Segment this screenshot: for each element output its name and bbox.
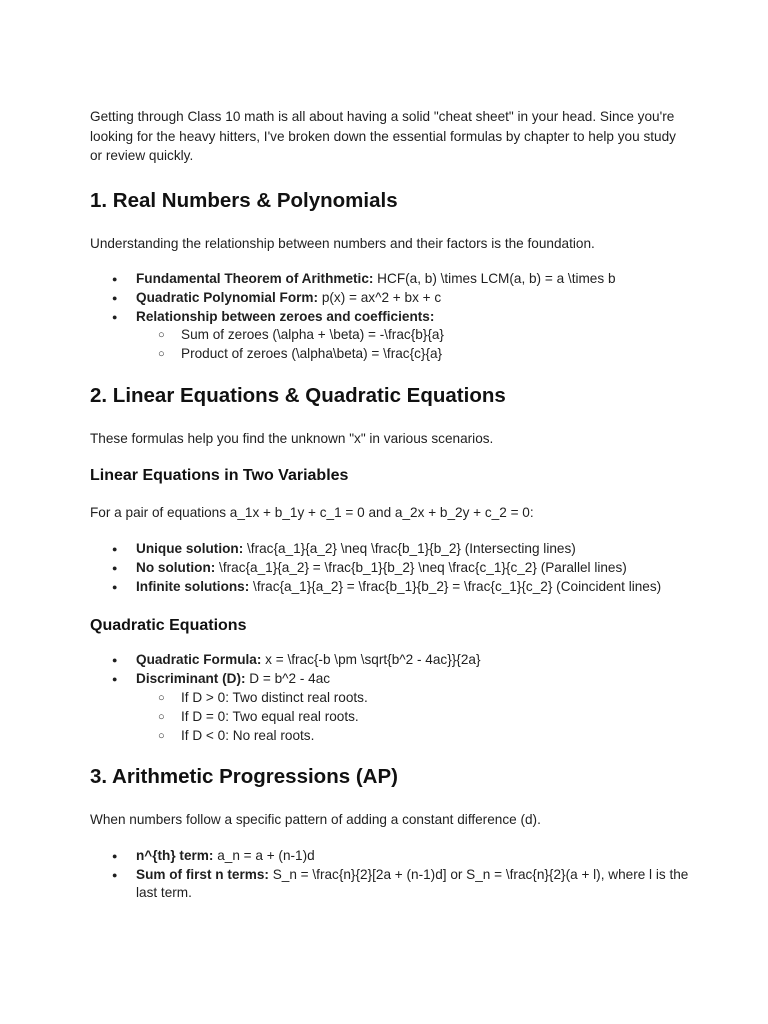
list-item: [90, 289, 690, 308]
section-1-lead: Understanding the relationship between numbers and their factors is the foundation.: [90, 235, 595, 251]
section-3-list: [90, 847, 690, 903]
section-3-heading: 3. Arithmetic Progressions (AP): [90, 765, 398, 789]
list-item: [90, 559, 690, 578]
sub-list: [136, 689, 690, 745]
list-item: [90, 578, 690, 597]
section-3-lead: When numbers follow a specific pattern of adding a constant difference (d).: [90, 812, 541, 828]
sub-list-item: ○ Sum of zeroes (\alpha + \beta) = -\frac{b}{a}: [136, 326, 690, 345]
item-label: Infinite solutions:: [136, 578, 250, 594]
item-label: Quadratic Formula:: [136, 652, 262, 668]
subsection-quadratic-heading: Quadratic Equations: [90, 617, 247, 635]
item-text: a_n = a + (n-1)d: [213, 847, 315, 863]
sub-list-item: ○ Product of zeroes (\alpha\beta) = \frac{c}{a}: [136, 345, 690, 364]
sub-list-item: ○ If D < 0: No real roots.: [136, 727, 690, 746]
list-item: [90, 670, 690, 745]
section-1-heading: 1. Real Numbers & Polynomials: [90, 188, 398, 212]
list-item: [90, 651, 690, 670]
list-item: [90, 847, 690, 866]
item-text: S_n = \frac{n}{2}[2a + (n-1)d] or S_n = \frac{n}{2}(a + l), where l is the last term.: [136, 866, 689, 901]
item-label: Relationship between zeroes and coefficients:: [136, 308, 435, 324]
item-text: \frac{a_1}{a_2} = \frac{b_1}{b_2} = \frac{c_1}{c_2} (Coincident lines): [249, 578, 662, 594]
item-label: n^{th} term:: [136, 847, 214, 863]
item-text: \frac{a_1}{a_2} = \frac{b_1}{b_2} \neq \frac{c_1}{c_2} (Parallel lines): [215, 559, 627, 575]
section-2-lead: These formulas help you find the unknown "x" in various scenarios.: [90, 430, 494, 446]
item-label: Unique solution:: [136, 540, 244, 556]
item-text: \frac{a_1}{a_2} \neq \frac{b_1}{b_2} (Intersecting lines): [243, 540, 576, 556]
list-item: [90, 270, 690, 289]
document-page: [90, 107, 690, 903]
subsection-linear-lead: For a pair of equations a_1x + b_1y + c_1 = 0 and a_2x + b_2y + c_2 = 0:: [90, 505, 534, 521]
sub-list: [136, 326, 690, 364]
item-text: p(x) = ax^2 + bx + c: [318, 289, 442, 305]
list-item: [90, 866, 690, 904]
item-text: D = b^2 - 4ac: [245, 671, 331, 687]
quadratic-list: [90, 651, 690, 745]
section-2-heading: 2. Linear Equations & Quadratic Equations: [90, 383, 506, 407]
linear-list: [90, 540, 690, 596]
sub-list-item: ○ If D > 0: Two distinct real roots.: [136, 689, 690, 708]
item-label: Sum of first n terms:: [136, 866, 269, 882]
subsection-linear-heading: Linear Equations in Two Variables: [90, 467, 349, 485]
sub-list-item: ○ If D = 0: Two equal real roots.: [136, 708, 690, 727]
item-text: x = \frac{-b \pm \sqrt{b^2 - 4ac}}{2a}: [261, 652, 481, 668]
item-label: Fundamental Theorem of Arithmetic:: [136, 271, 374, 286]
item-text: HCF(a, b) \times LCM(a, b) = a \times b: [373, 271, 616, 286]
item-label: No solution:: [136, 559, 216, 575]
section-1-list: [90, 270, 690, 364]
item-label: Quadratic Polynomial Form:: [136, 289, 319, 305]
intro-paragraph: Getting through Class 10 math is all about having a solid "cheat sheet" in your head. Since you're looking for the heavy hitters, I've broken down the essential formulas by chapter to help you study or review quickly.: [90, 109, 676, 163]
item-label: Discriminant (D):: [136, 671, 246, 687]
list-item: [90, 540, 690, 559]
list-item: [90, 308, 690, 364]
